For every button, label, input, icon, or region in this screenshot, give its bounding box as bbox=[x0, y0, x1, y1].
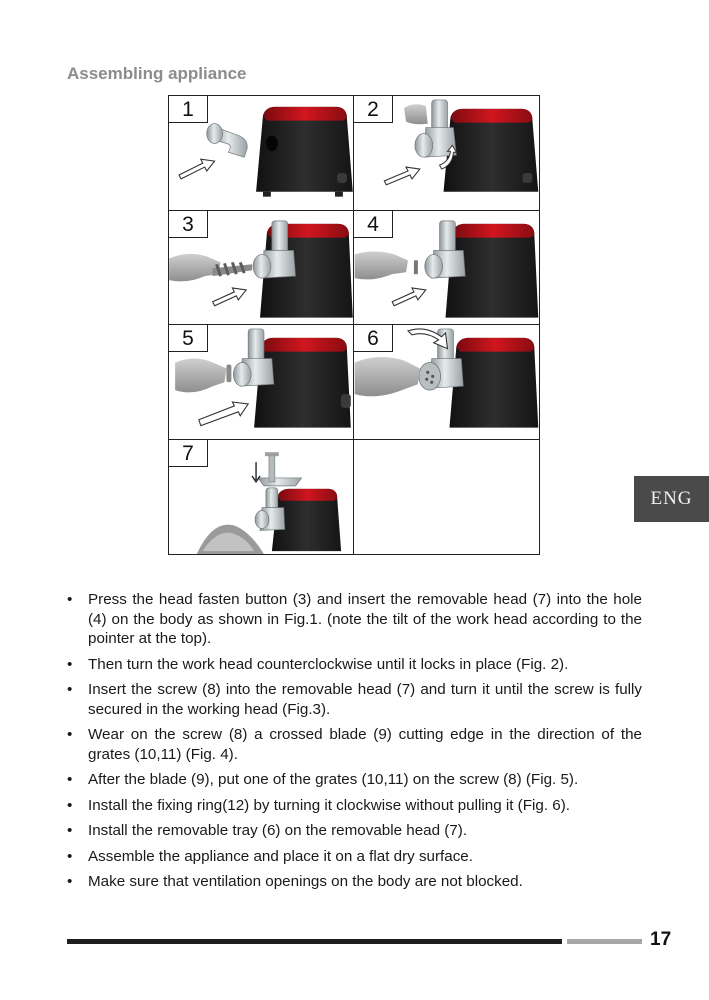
assembly-figure-grid bbox=[168, 95, 540, 555]
instruction-item: • Then turn the work head counterclockwise until it locks in place (Fig. 2). bbox=[67, 655, 642, 675]
figure-number: 3 bbox=[169, 211, 208, 238]
figure-number: 4 bbox=[354, 211, 393, 238]
instruction-item: • Insert the screw (8) into the removable head (7) and turn it until the screw is fully secured in the working head (Fig.3). bbox=[67, 680, 642, 719]
figure-5 bbox=[169, 325, 354, 440]
section-title: Assembling appliance bbox=[67, 64, 247, 83]
instruction-item: • Install the fixing ring(12) by turning it clockwise without pulling it (Fig. 6). bbox=[67, 796, 642, 816]
instruction-item: • Assemble the appliance and place it on a flat dry surface. bbox=[67, 847, 642, 867]
figure-number: 6 bbox=[354, 325, 393, 352]
figure-number: 7 bbox=[169, 440, 208, 467]
footer-bar-light bbox=[567, 939, 642, 944]
figure-number: 1 bbox=[169, 96, 208, 123]
instructions-list bbox=[67, 590, 642, 898]
figure-number: 2 bbox=[354, 96, 393, 123]
page-number: 17 bbox=[650, 929, 672, 950]
instruction-item: • Make sure that ventilation openings on the body are not blocked. bbox=[67, 872, 642, 892]
instruction-item: • Press the head fasten button (3) and insert the removable head (7) into the hole (4) on the body as shown in Fig.1. (note the tilt of the work head according to the pointer at the top). bbox=[67, 590, 642, 649]
instruction-item: • After the blade (9), put one of the grates (10,11) on the screw (8) (Fig. 5). bbox=[67, 770, 642, 790]
empty-cell bbox=[354, 440, 539, 555]
instruction-item: • Wear on the screw (8) a crossed blade (9) cutting edge in the direction of the grates (10,11) (Fig. 4). bbox=[67, 725, 642, 764]
language-tab: ENG bbox=[634, 476, 709, 522]
footer-bar-dark bbox=[67, 939, 562, 944]
figure-number: 5 bbox=[169, 325, 208, 352]
figure-3 bbox=[169, 211, 354, 326]
instruction-item: • Install the removable tray (6) on the removable head (7). bbox=[67, 821, 642, 841]
figure-6 bbox=[354, 325, 539, 440]
figure-2 bbox=[354, 96, 539, 211]
figure-4 bbox=[354, 211, 539, 326]
figure-1 bbox=[169, 96, 354, 211]
figure-7 bbox=[169, 440, 354, 555]
